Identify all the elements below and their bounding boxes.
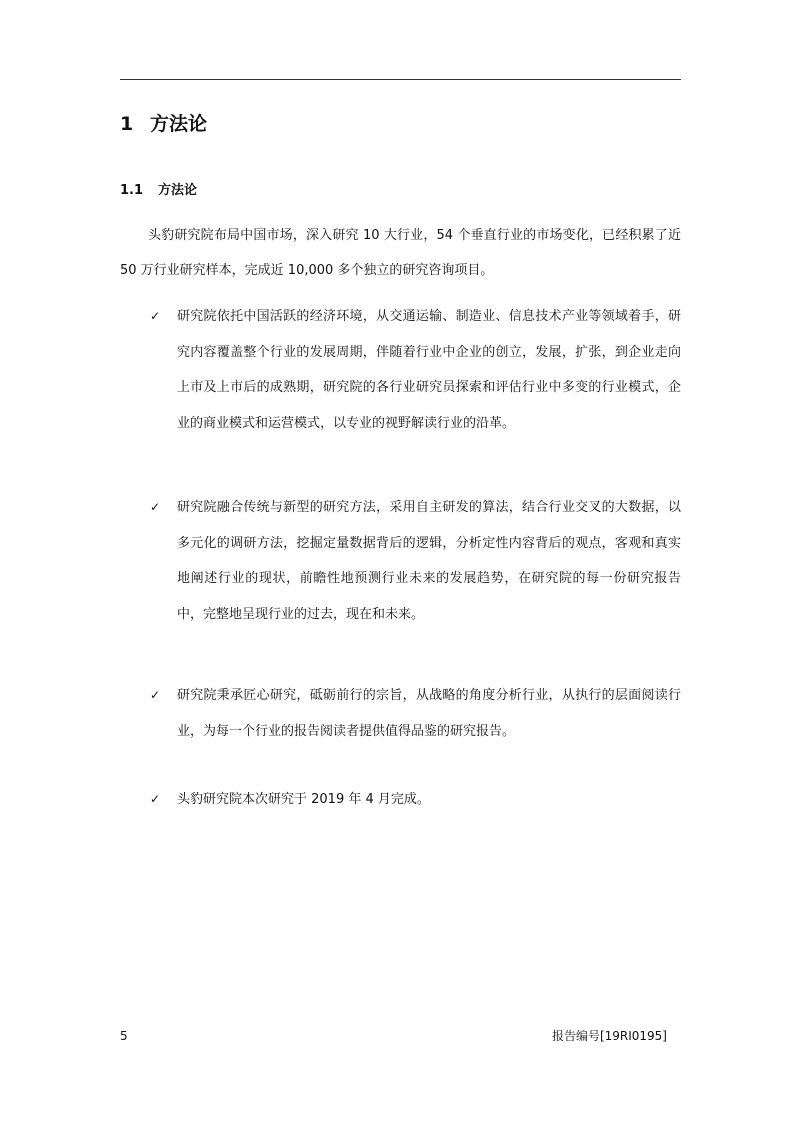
bullet-item: [150, 490, 681, 632]
bullet-text: 头豹研究院本次研究于 2019 年 4 月完成。: [177, 792, 430, 807]
bullet-text: 研究院融合传统与新型的研究方法，采用自主研发的算法，结合行业交叉的大数据，以多元化的调研方法，挖掘定量数据背后的逻辑，分析定性内容背后的观点，客观和真实地阐述行业的现状，前瞻性地预测行业未来的发展趋势，在研究院的每一份研究报告中，完整地呈现行业的过去，现在和未来。: [177, 500, 681, 622]
header-rule: [120, 79, 681, 80]
subsection-title: 方法论: [158, 183, 198, 198]
bullet-item: [150, 299, 681, 441]
checkmark-icon: ✓: [150, 309, 161, 323]
section-heading-1: [120, 111, 207, 137]
subsection-number: 1.1: [120, 183, 144, 198]
bullet-text: 研究院依托中国活跃的经济环境，从交通运输、制造业、信息技术产业等领域着手，研究内容覆盖整个行业的发展周期，伴随着行业中企业的创立，发展，扩张，到企业走向上市及上市后的成熟期，研究院的各行业研究员探索和评估行业中多变的行业模式，企业的商业模式和运营模式，以专业的视野解读行业的沿革。: [177, 309, 681, 431]
subsection-heading: [120, 182, 197, 200]
bullet-item: [150, 678, 681, 749]
report-id: 报告编号[19RI0195]: [551, 1029, 667, 1043]
section-title: 方法论: [150, 113, 208, 135]
checkmark-icon: ✓: [150, 792, 161, 806]
page-number: 5: [120, 1029, 128, 1043]
section-number: 1: [120, 113, 134, 135]
bullet-item: [150, 782, 681, 818]
checkmark-icon: ✓: [150, 500, 161, 514]
bullet-text: 研究院秉承匠心研究，砥砺前行的宗旨，从战略的角度分析行业，从执行的层面阅读行业，为每一个行业的报告阅读者提供值得品鉴的研究报告。: [177, 688, 681, 739]
intro-paragraph: 头豹研究院布局中国市场，深入研究 10 大行业，54 个垂直行业的市场变化，已经积累了近 50 万行业研究样本，完成近 10,000 多个独立的研究咨询项目。: [120, 228, 681, 278]
checkmark-icon: ✓: [150, 688, 161, 702]
